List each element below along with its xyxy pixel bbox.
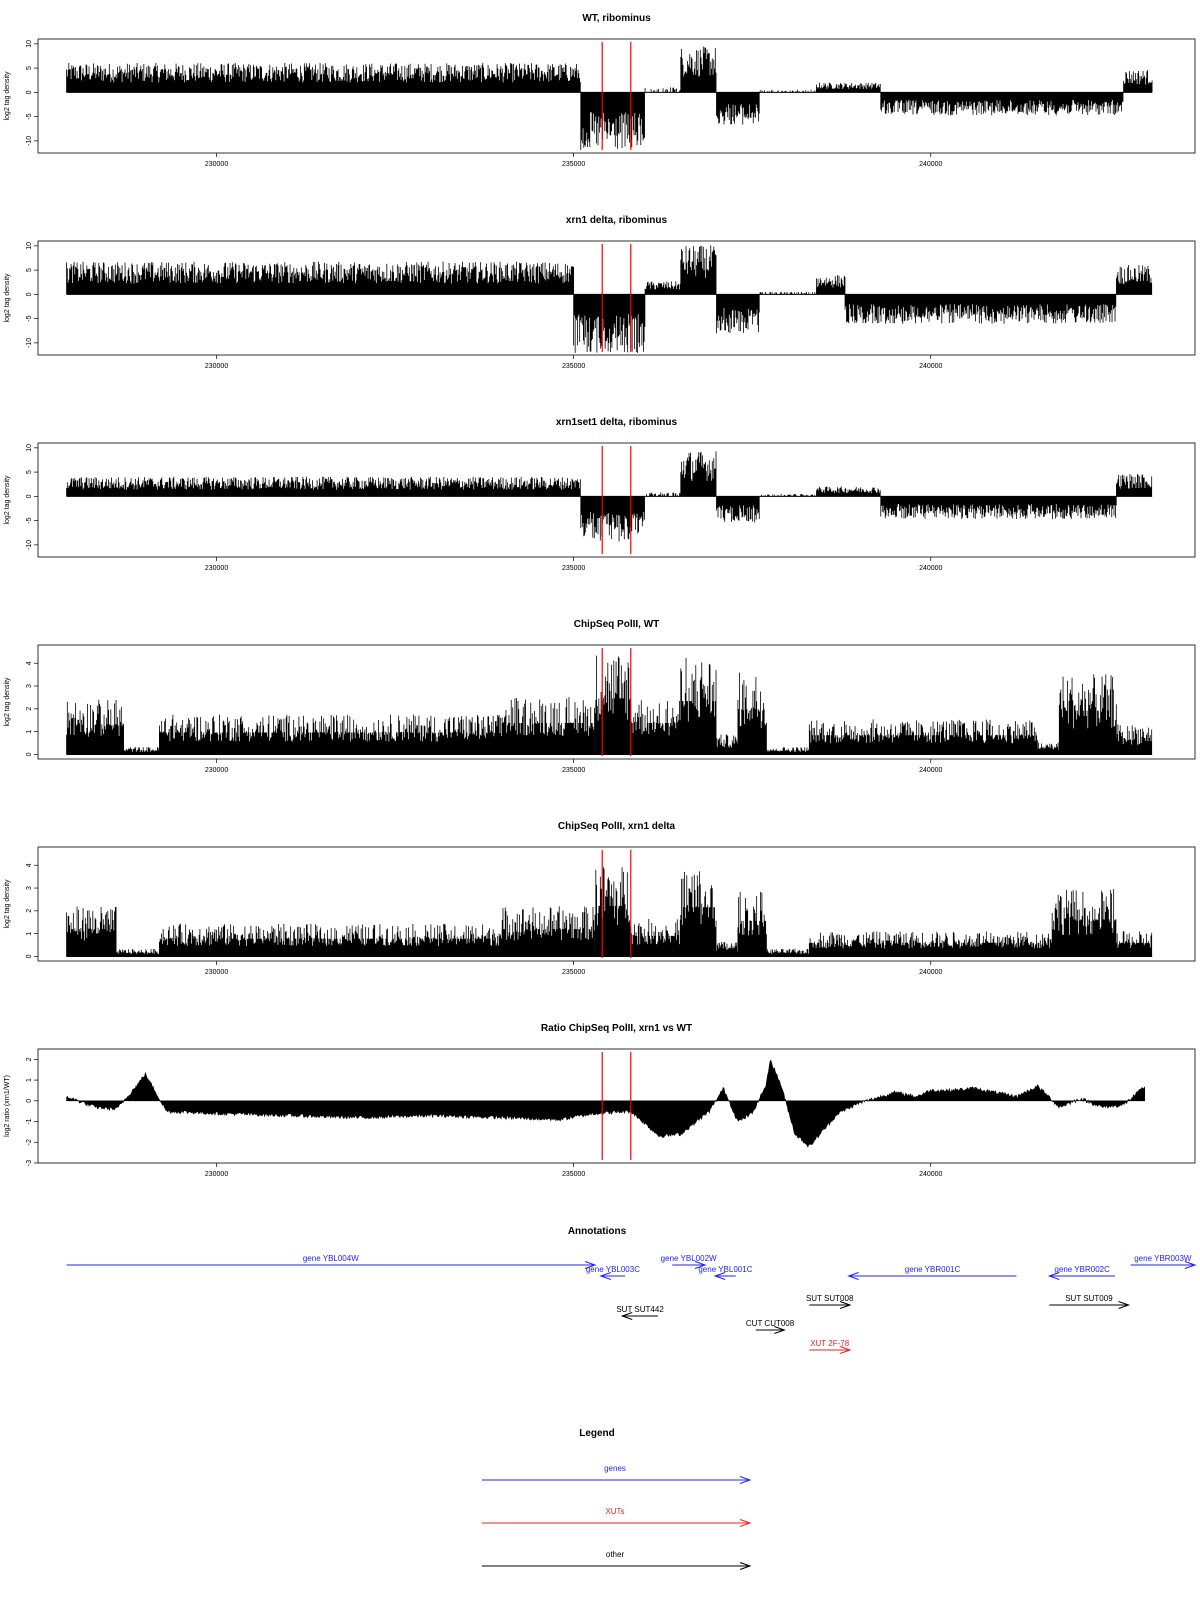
x-tick-label: 240000 (919, 161, 943, 168)
y-tick-label: -5 (26, 517, 33, 524)
panel-title: ChipSeq PolII, WT (573, 619, 660, 630)
annotation-features (67, 1254, 1195, 1354)
y-tick-label: 0 (26, 90, 33, 95)
y-tick-label: -10 (26, 539, 33, 550)
y-tick-label: -2 (26, 1139, 33, 1146)
data-bar-group (716, 92, 759, 124)
legend-label: other (605, 1550, 625, 1559)
y-tick-label: 2 (26, 706, 33, 711)
panel-title: xrn1 delta, ribominus (565, 215, 668, 226)
feature-label: SUT SUT009 (1065, 1294, 1113, 1303)
x-tick-label: 235000 (561, 161, 586, 168)
x-tick-label: 235000 (561, 565, 586, 572)
data-series (67, 451, 1153, 541)
annotation-feature (849, 1265, 1017, 1280)
y-tick-label: -1 (26, 1118, 33, 1125)
data-bar-group (159, 924, 502, 957)
feature-label: gene YBR003W (1134, 1254, 1192, 1263)
data-bar-group (595, 867, 630, 957)
panel-title: WT, ribominus (582, 13, 651, 24)
y-tick-label: 10 (26, 241, 33, 250)
annotation-feature (586, 1265, 640, 1280)
y-tick-label: -5 (26, 315, 33, 322)
panel-chip-xrn1 (4, 821, 1195, 976)
annotation-feature (809, 1339, 850, 1354)
data-bar-group (1052, 889, 1116, 956)
data-bar-group (1059, 674, 1116, 754)
data-bar-group (766, 949, 809, 957)
y-axis-label: log2 tag density (4, 273, 11, 323)
data-bar-group (845, 294, 1116, 323)
feature-label: CUT CUT008 (745, 1319, 795, 1328)
data-bar-group (716, 942, 737, 957)
y-tick-label: 10 (26, 443, 33, 452)
data-series (67, 867, 1153, 957)
x-tick-label: 235000 (561, 363, 586, 370)
y-tick-label: 1 (26, 1078, 33, 1083)
feature-label: gene YBL004W (302, 1254, 359, 1263)
data-bar-group (67, 262, 574, 295)
data-bar-group (124, 747, 159, 754)
feature-label: SUT SUT442 (616, 1305, 664, 1314)
panel-title: xrn1set1 delta, ribominus (555, 417, 678, 428)
y-tick-label: 2 (26, 908, 33, 913)
data-bar-group (159, 715, 502, 755)
data-series (67, 47, 1153, 150)
y-tick-label: 4 (26, 661, 33, 666)
y-tick-label: 0 (26, 292, 33, 297)
data-bar-group (645, 87, 680, 92)
data-bar-group (574, 294, 645, 353)
panel-ratio (4, 1023, 1195, 1178)
y-tick-label: 1 (26, 729, 33, 734)
x-tick-label: 230000 (204, 565, 229, 572)
y-tick-label: 0 (26, 1098, 33, 1103)
data-bar-group (581, 496, 645, 541)
y-tick-label: 3 (26, 886, 33, 890)
y-tick-label: 3 (26, 684, 33, 688)
panel-xrn1set1-ribo (4, 417, 1195, 572)
data-bar-group (816, 83, 880, 93)
data-bar-group (502, 697, 594, 754)
data-bar-group (681, 451, 716, 496)
y-axis-label: log2 tag density (4, 475, 11, 525)
y-tick-label: 5 (26, 268, 33, 273)
x-tick-label: 235000 (561, 969, 586, 976)
y-axis-label: log2 tag density (4, 71, 11, 121)
y-tick-label: -10 (26, 135, 33, 146)
y-axis-label: log2 tag density (4, 879, 11, 929)
y-tick-label: 1 (26, 931, 33, 936)
y-tick-label: 0 (26, 954, 33, 959)
annotation-feature (1049, 1265, 1115, 1280)
data-bar-group (581, 92, 645, 150)
data-bar-group (67, 477, 581, 497)
data-bar-group (595, 656, 630, 755)
data-bar-group (816, 275, 845, 294)
legend-label: XUTs (605, 1507, 625, 1516)
data-bar-group (766, 747, 809, 754)
data-bar-group (1116, 474, 1151, 496)
annotation-feature (1049, 1294, 1128, 1309)
feature-label: XUT 2F-78 (810, 1339, 850, 1348)
feature-label: SUT SUT008 (805, 1294, 854, 1303)
legend-panel (482, 1428, 750, 1570)
y-tick-label: -5 (26, 113, 33, 120)
data-bar-group (67, 907, 117, 957)
legend-items (482, 1464, 750, 1570)
feature-label: gene YBR002C (1054, 1265, 1110, 1274)
feature-label: gene YBL002W (660, 1254, 717, 1263)
data-bar-group (681, 871, 716, 956)
panel-xrn1-ribo (4, 215, 1195, 370)
y-axis-label: log2 tag density (4, 677, 11, 727)
legend-item-other (482, 1550, 750, 1570)
feature-label: gene YBL001C (698, 1265, 753, 1274)
legend-item-xut (482, 1507, 750, 1527)
data-bar-group (67, 63, 581, 92)
x-tick-label: 240000 (919, 767, 943, 774)
data-bar-group (716, 735, 737, 755)
data-bar-group (716, 496, 759, 522)
x-tick-label: 235000 (561, 767, 586, 774)
annotation-feature (67, 1254, 596, 1269)
data-bar-group (809, 931, 1051, 956)
data-bar-group (502, 906, 594, 956)
chart-panels (4, 13, 1195, 1178)
y-tick-label: 0 (26, 494, 33, 499)
y-tick-label: 5 (26, 470, 33, 475)
x-tick-label: 230000 (204, 363, 229, 370)
panel-title: ChipSeq PolII, xrn1 delta (557, 821, 676, 832)
x-tick-label: 235000 (561, 1171, 586, 1178)
data-bar-group (117, 949, 160, 957)
y-tick-label: 4 (26, 863, 33, 868)
data-bar-group (1124, 70, 1153, 92)
annotation-feature (806, 1294, 854, 1309)
x-tick-label: 230000 (204, 161, 229, 168)
x-tick-label: 240000 (919, 969, 943, 976)
annotation-feature (616, 1305, 664, 1320)
panel-chip-wt (4, 619, 1195, 774)
data-bar-group (681, 245, 716, 294)
data-bar-group (645, 281, 680, 294)
y-tick-label: 5 (26, 66, 33, 71)
data-bar-group (716, 294, 759, 333)
legend-label: genes (604, 1464, 626, 1473)
data-bar-group (1116, 931, 1151, 956)
data-bar-group (816, 487, 880, 497)
data-bar-group (809, 719, 1037, 754)
annotations-panel (67, 1226, 1195, 1354)
x-tick-label: 230000 (204, 767, 229, 774)
data-bar-group (1116, 725, 1151, 755)
data-bar-group (738, 673, 767, 755)
feature-label: gene YBL003C (585, 1265, 640, 1274)
legend-title: Legend (579, 1428, 615, 1439)
x-tick-label: 240000 (919, 565, 943, 572)
x-tick-label: 240000 (919, 363, 943, 370)
data-bar-group (681, 47, 716, 93)
panel-title: Ratio ChipSeq PolII, xrn1 vs WT (540, 1023, 693, 1034)
annotation-feature (698, 1265, 752, 1280)
x-tick-label: 240000 (919, 1171, 943, 1178)
data-bar-group (647, 492, 681, 496)
data-bar-group (631, 700, 681, 754)
y-tick-label: -10 (26, 337, 33, 348)
data-bar-group (738, 892, 767, 957)
x-tick-label: 230000 (204, 969, 229, 976)
annotation-feature (746, 1319, 795, 1334)
annotations-title: Annotations (567, 1226, 627, 1237)
annotation-feature (1131, 1254, 1195, 1269)
data-bar-group (881, 496, 1117, 519)
data-series (67, 245, 1153, 353)
y-tick-label: 0 (26, 752, 33, 757)
feature-label: gene YBR001C (904, 1265, 961, 1274)
x-tick-label: 230000 (204, 1171, 229, 1178)
data-bar-group (881, 92, 1123, 115)
data-bar-group (1116, 265, 1151, 294)
data-bar-group (681, 658, 716, 754)
data-bar-group (1038, 743, 1059, 755)
panel-wt-ribo (4, 13, 1195, 168)
ratio-area (67, 1061, 1145, 1147)
data-series (67, 1061, 1145, 1147)
data-bar-group (631, 919, 681, 956)
y-tick-label: 2 (26, 1057, 33, 1062)
y-tick-label: 10 (26, 39, 33, 48)
legend-item-gene (482, 1464, 750, 1484)
y-tick-label: -3 (26, 1159, 33, 1167)
data-series (67, 656, 1153, 755)
y-axis-label: log2 ratio (xrn1/WT) (4, 1075, 11, 1137)
data-bar-group (67, 700, 124, 755)
